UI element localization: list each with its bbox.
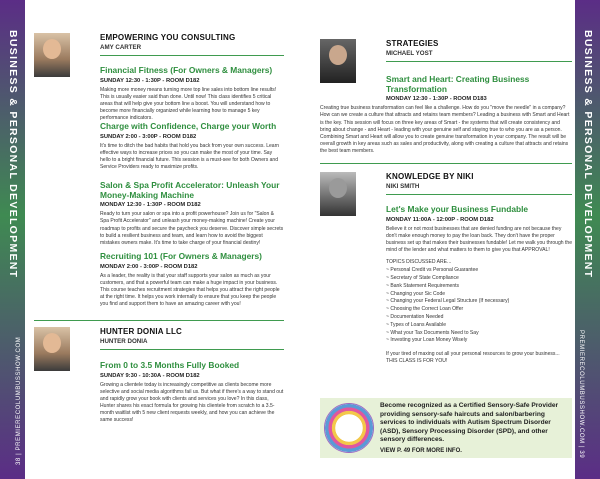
band-url-left: 38 | PREMIERECOLUMBUSSHOW.COM (16, 336, 22, 465)
talk-title: Recruiting 101 (For Owners & Managers) (100, 251, 262, 261)
talk (100, 361, 284, 425)
topic-item: ~ Choosing the Correct Loan Offer (386, 306, 464, 313)
talk-description: Ready to turn your salon or spa into a profit powerhouse? Join us for "Salon & Spa Profit Accelerator" and unleash your money-making machine! Create your roadmap to profits and secure the paycheck you deserve. Discover simple secrets to build a resilient business and team, and learn how to avoid the biggest mistakes owners make. It's time to take charge of your financial destiny! (100, 211, 284, 246)
divider (386, 61, 572, 62)
talk-list (100, 66, 284, 122)
talk-description: Creating true business transformation can feel like a challenge. How do you "move the needle" in a company? How can we create a culture that attracts and retains team members? Leading a business with Smart and Heart is the key. This session will focus on three key areas of Smart - the systems that will create consistency and bring about change - and Heart - leading with your genuine self and staying true to who you are as a person. Combining Smart and Heart will allow you to create genuine transformation in your company. The result will be overall growth in key areas such as sales and productivity, along with creating a culture that attracts and retains the best team members. (320, 105, 570, 155)
talk-title: From 0 to 3.5 Months Fully Booked (100, 360, 240, 370)
speaker-heading (100, 33, 284, 62)
speaker-heading (386, 172, 572, 201)
speaker-name: AMY CARTER (100, 44, 142, 51)
band-title-left: BUSINESS & PERSONAL DEVELOPMENT (7, 30, 19, 279)
sensory-safe-promo (320, 398, 572, 458)
talk-header (386, 75, 572, 102)
divider (386, 194, 572, 195)
topic-item: ~ Changing your Federal Legal Structure (If necessary) (386, 298, 510, 305)
talk (100, 66, 284, 122)
talk-title: Smart and Heart: Creating Business Transformation (386, 74, 530, 94)
talk (100, 246, 284, 308)
speaker-photo-michael-yost (320, 39, 356, 83)
speaker-name: NIKI SMITH (386, 183, 420, 190)
topic-item: ~ Investing your Loan Money Wisely (386, 337, 468, 344)
talk-title: Charge with Confidence, Charge your Worth (100, 121, 277, 131)
session-title: HUNTER DONIA LLC (100, 327, 183, 336)
topic-item: ~ Documentation Needed (386, 313, 444, 320)
promo-text: Become recognized as a Certified Sensory-Safe Provider providing sensory-safe haircuts and salon/barbering services to individuals with Autism Spectrum Disorder (ASD), Sensory Processing Disorder (SPD), and other sensory differences. (380, 402, 559, 444)
topic-item: ~ Types of Loans Available (386, 321, 447, 328)
speaker-name: MICHAEL YOST (386, 50, 433, 57)
talk (386, 205, 572, 366)
talk-time: SUNDAY 12:30 - 1:30P - ROOM D182 (100, 77, 200, 84)
section-divider (320, 163, 572, 164)
talk-time: MONDAY 11:00A - 12:00P - ROOM D182 (386, 216, 494, 223)
session-hunter-donia (34, 327, 284, 425)
speaker-name: HUNTER DONIA (100, 338, 148, 345)
topics-header: TOPICS DISCUSSED ARE... (386, 259, 452, 266)
divider (100, 55, 284, 56)
speaker-photo-amy-carter (34, 33, 70, 77)
session-strategies (320, 39, 572, 155)
session-title: STRATEGIES (386, 39, 439, 48)
talk-description: As a leader, the reality is that your staff supports your salon as much as your customers, and that a powerful team can make a huge impact in your business. This course teaches recruitment strategies that helps you attract the right people at the right time. It helps you work internally to ensure that you keep the people you find and support them to have an amazing career with you! (100, 272, 280, 308)
closing-text: If your tired of maxing out all your personal resources to grow your business... THIS CLASS IS FOR YOU! (386, 351, 560, 365)
band-url-right: PREMIERECOLUMBUSSHOW.COM | 39 (578, 330, 584, 459)
speaker-heading (386, 39, 572, 68)
topic-item: ~ Secretary of State Compliance (386, 274, 459, 281)
talk-title: Financial Fitness (For Owners & Managers) (100, 65, 273, 75)
divider (100, 349, 284, 350)
topic-item: ~ Bank Statement Requirements (386, 282, 460, 289)
talk-time: SUNDAY 2:00 - 3:00P - ROOM D182 (100, 133, 197, 140)
talk (100, 116, 284, 171)
speaker-photo-hunter-donia (34, 327, 70, 371)
talk-time: MONDAY 12:30 - 1:30P - ROOM D182 (100, 202, 201, 209)
topics-list (386, 259, 572, 345)
talk-time: SUNDAY 9:30 - 10:30A - ROOM D182 (100, 372, 200, 379)
talk (100, 175, 284, 247)
topic-item: ~ Changing your Sic Code (386, 290, 446, 297)
speaker-heading (100, 327, 284, 356)
talk-time: MONDAY 2:00 - 3:00P - ROOM D182 (100, 263, 198, 270)
talk-title: Salon & Spa Profit Accelerator: Unleash Your Money-Making Machine (100, 180, 280, 200)
right-side-band (575, 0, 600, 479)
promo-content (380, 402, 572, 453)
topic-item: ~ Personal Credit vs Personal Guarantee (386, 267, 479, 274)
speaker-photo-niki-smith (320, 172, 356, 216)
session-knowledge-by-niki (320, 172, 572, 366)
session-title: KNOWLEDGE BY NIKI (386, 172, 474, 181)
session-empowering-you (34, 33, 284, 122)
talk-title: Let's Make your Business Fundable (386, 204, 529, 214)
topic-item: ~ What your Tax Documents Need to Say (386, 329, 479, 336)
left-side-band (0, 0, 25, 479)
talk-description: Believe it or not most businesses that are denied funding are not because they don't make enough money to pay the loan back. They don't have the proper business set up that makes their businesses fundable! Let me walk you through the mind of the lender and what matters to them to give you that APPROVAL! (386, 225, 573, 254)
talk-description: Making more money means turning more top line sales into bottom line results! This is usually easier said than done. Until now! This class identifies 5 critical areas that will help give your bottom line a boost. You will understand how to become more financially organized while learning how to manage 5 key performance indicators. (100, 86, 277, 122)
band-title-right: BUSINESS & PERSONAL DEVELOPMENT (582, 30, 594, 279)
talk-time: MONDAY 12:30 - 1:30P - ROOM D183 (386, 96, 487, 103)
session-title: EMPOWERING YOU CONSULTING (100, 33, 236, 42)
section-divider (34, 320, 284, 321)
sensory-safe-salon-logo-icon (324, 403, 374, 453)
talk-description: It's time to ditch the bad habits that hold you back from your own success. Learn effective ways to increase prices so you can make the most of your time. Say hello to a bright financial future. This session is a must-see for both Owners and Service Providers ready to maximize profits. (100, 142, 280, 171)
talk-description: Growing a clientele today is increasingly competitive as clients become more selective and social media algorithms fail us. But what if there's a way to stand out and rapidly grow your book with clients and services you love? In this class, Hunter shares his exact formula for growing his clientele from scratch to a 3.5-month waitlist with 5 new client requests weekly, and how you can achieve the same success! (100, 381, 284, 424)
promo-link[interactable]: VIEW P. 49 FOR MORE INFO. (380, 447, 462, 454)
